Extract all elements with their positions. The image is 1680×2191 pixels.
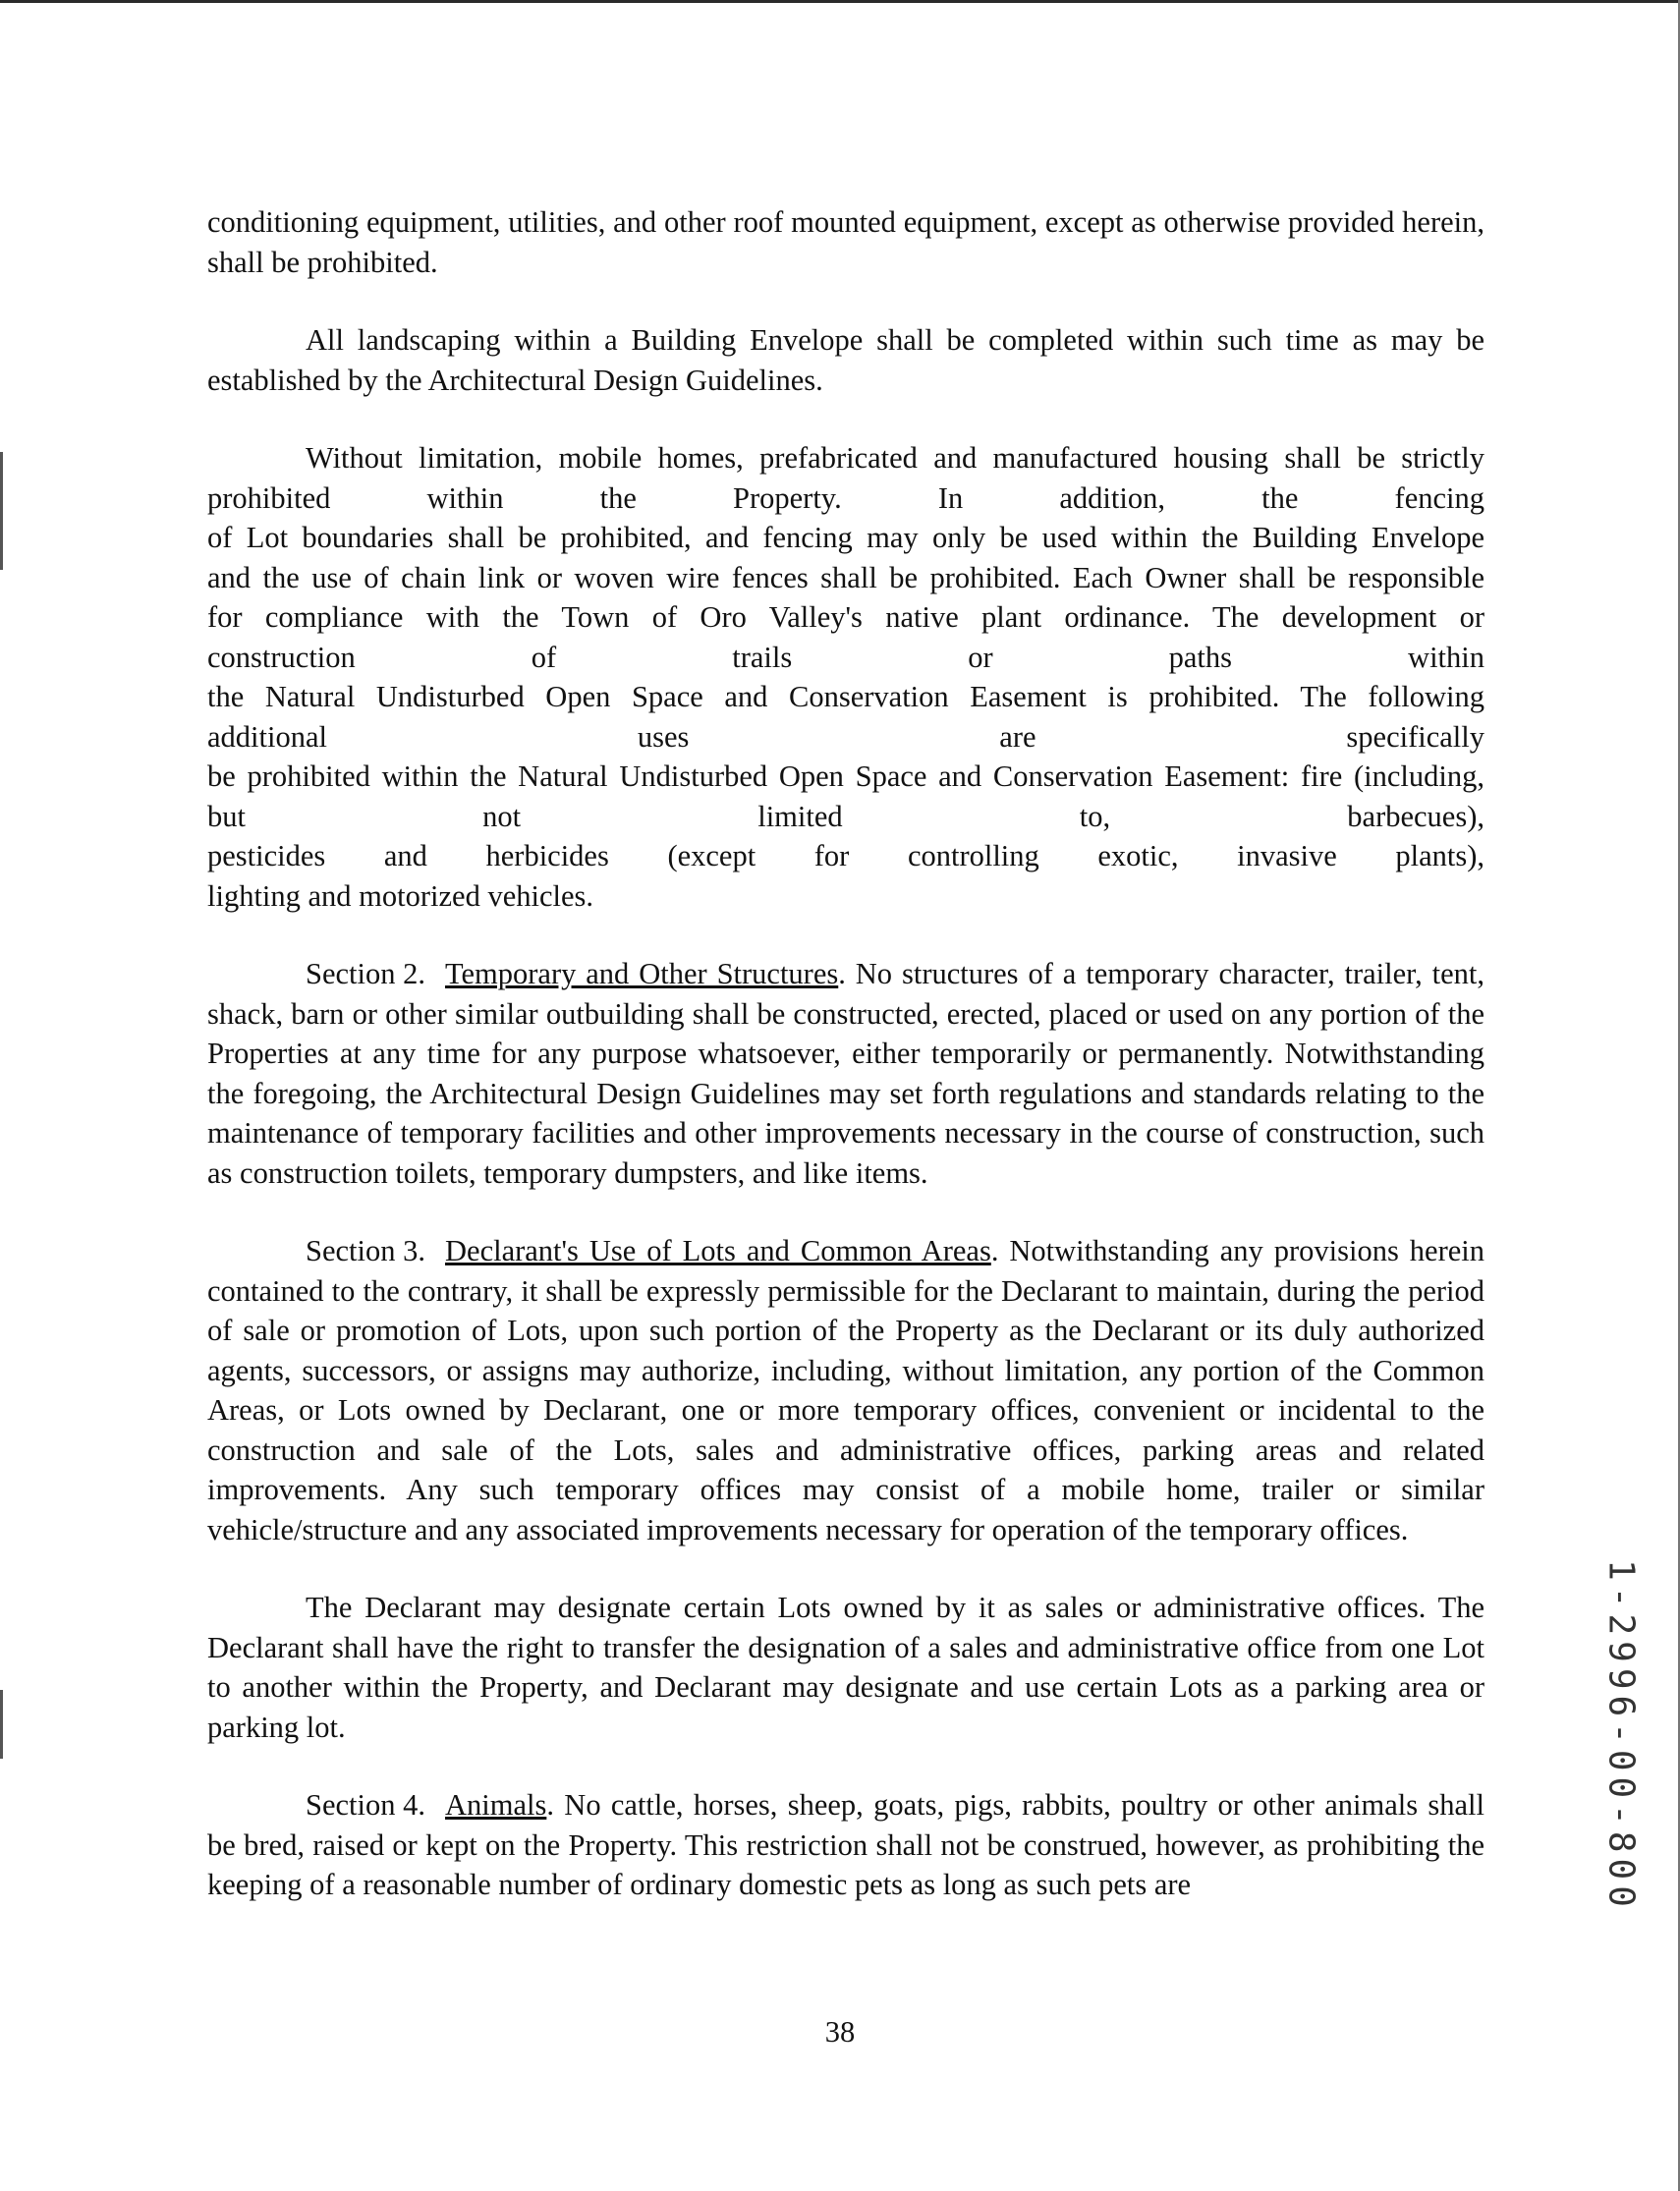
section-3	[207, 1231, 1484, 1549]
recording-stamp	[1592, 1559, 1651, 1913]
paragraph-declarant-offices: The Declarant may designate certain Lots owned by it as sales or administrative offices. The Declarant shall have the right to transfer the designation of a sales and administrative office from one Lot to another within the Property, and Declarant may designate and use certain Lots as a parking area or parking lot.	[207, 1591, 1484, 1744]
paragraph-line: lighting and motorized vehicles.	[207, 878, 594, 913]
paragraph-line: and the use of chain link or woven wire fences shall be prohibited. Each Owner shall be responsible	[207, 560, 1484, 594]
paragraph-line: for compliance with the Town of Oro Valley's native plant ordinance. The development or	[207, 600, 1484, 634]
section-text: . No structures of a temporary character, trailer, tent, shack, barn or other similar outbuilding shall be constructed, erected, placed or used on any portion of the Properties at any time for any purpose whatsoever, either temporarily or permanently. Notwithstanding the foregoing, the Architectural Design Guidelines may set forth regulations and standards relating to the maintenance of temporary facilities and other improvements necessary in the course of construction, such as construction toilets, temporary dumpsters, and like items.	[207, 957, 1484, 1190]
section-number: Section 3.	[306, 1234, 425, 1267]
section-number: Section 4.	[306, 1788, 425, 1822]
section-4	[207, 1785, 1484, 1905]
paragraph-line: the Natural Undisturbed Open Space and Conservation Easement is prohibited. The following	[207, 680, 1484, 713]
paragraph-line: prohibited within the Property. In addition, the fencing	[207, 480, 1484, 515]
scan-left-mark	[0, 1690, 3, 1759]
section-title: Temporary and Other Structures	[445, 957, 839, 990]
paragraph-line: Without limitation, mobile homes, prefabricated and manufactured housing shall be strictly	[306, 441, 1484, 475]
recording-stamp-text: 1-2996-00-800	[1600, 1559, 1642, 1913]
section-2	[207, 954, 1484, 1193]
paragraph-line: pesticides and herbicides (except for controlling exotic, invasive plants),	[207, 839, 1484, 872]
scan-left-mark	[0, 452, 3, 570]
section-title: Declarant's Use of Lots and Common Areas	[445, 1234, 991, 1267]
paragraph-limitations	[207, 438, 1484, 916]
paragraph-line: be prohibited within the Natural Undisturbed Open Space and Conservation Easement: fire (including,	[207, 759, 1484, 793]
page-number: 38	[824, 2015, 856, 2049]
paragraph-line: of Lot boundaries shall be prohibited, and fencing may only be used within the Building Envelope	[207, 521, 1484, 554]
section-title: Animals	[445, 1788, 547, 1822]
section-text: . No cattle, horses, sheep, goats, pigs, rabbits, poultry or other animals shall be bred, raised or kept on the Property. This restriction shall not be construed, however, as prohibiting the keeping of a reasonable number of ordinary domestic pets as long as such pets are	[207, 1788, 1484, 1901]
paragraph-line: additional uses are specifically	[207, 719, 1484, 754]
paragraph-landscaping: All landscaping within a Building Envelope shall be completed within such time as may be established by the Architectural Design Guidelines.	[207, 323, 1484, 397]
document-body	[207, 202, 1484, 1943]
paragraph-line: construction of trails or paths within	[207, 640, 1484, 674]
section-number: Section 2.	[306, 957, 425, 990]
paragraph-line: but not limited to, barbecues),	[207, 799, 1484, 833]
paragraph-roof-equipment: conditioning equipment, utilities, and other roof mounted equipment, except as otherwise provided herein, shall be prohibited.	[207, 205, 1484, 279]
section-text: . Notwithstanding any provisions herein contained to the contrary, it shall be expressly permissible for the Declarant to maintain, during the period of sale or promotion of Lots, upon such portion of the Property as the Declarant or its duly authorized agents, successors, or assigns may authorize, including, without limitation, any portion of the Common Areas, or Lots owned by Declarant, one or more temporary offices, convenient or incidental to the construction and sale of the Lots, sales and administrative offices, parking areas and related improvements. Any such temporary offices may consist of a mobile home, trailer or similar vehicle/structure and any associated improvements necessary for operation of the temporary offices.	[207, 1234, 1484, 1546]
scan-top-edge	[0, 0, 1680, 3]
